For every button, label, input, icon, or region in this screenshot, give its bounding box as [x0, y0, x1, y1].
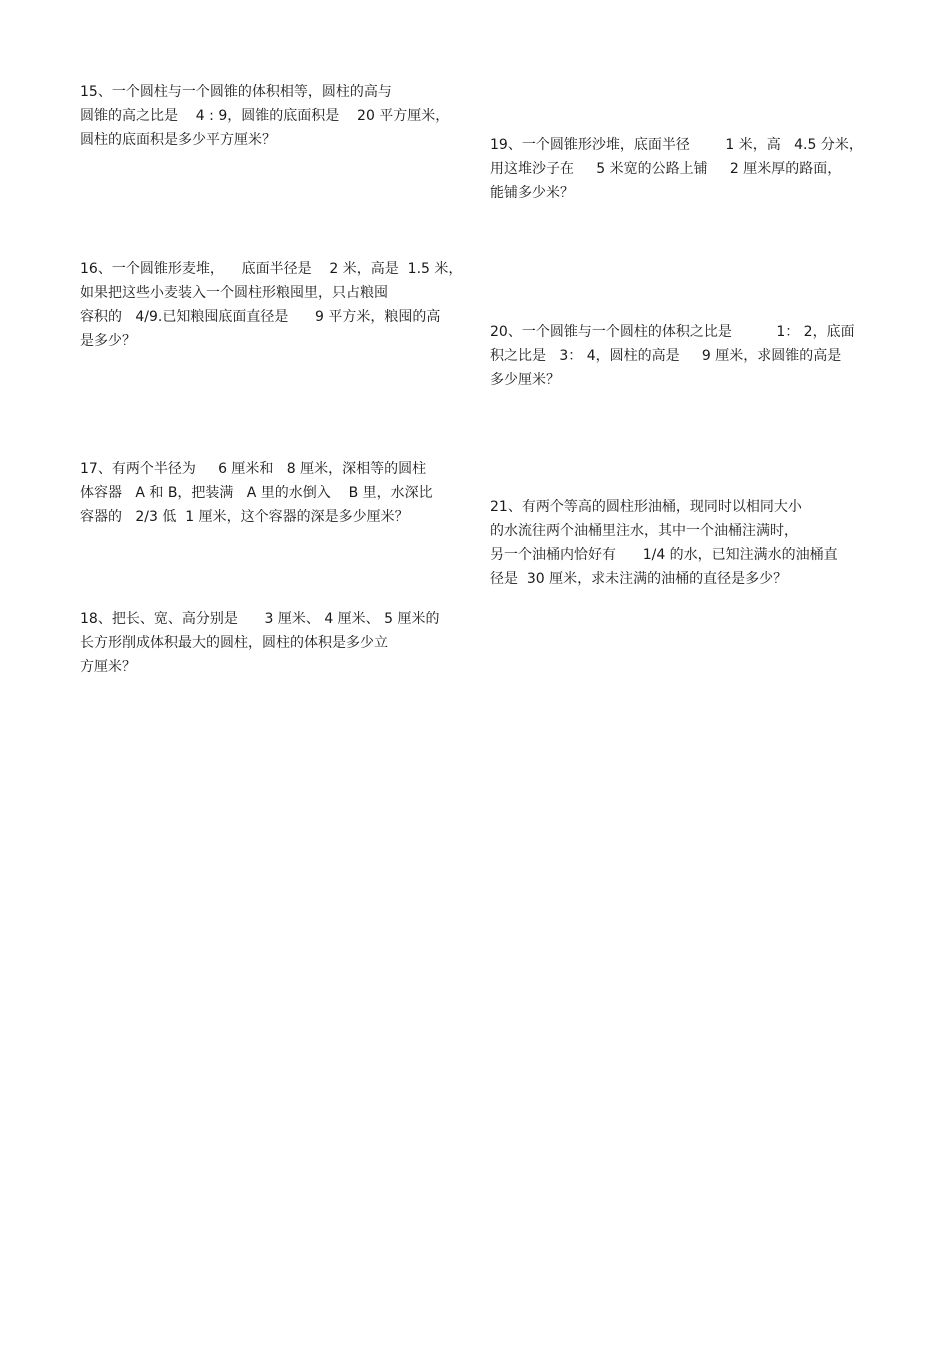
problem-line: 19、一个圆锥形沙堆，底面半径 1 米，高 4.5 分米， — [490, 137, 863, 153]
problem-line: 积之比是 3： 4，圆柱的高是 9 厘米，求圆锥的高是 — [490, 348, 842, 364]
problem-16 — [80, 257, 462, 353]
problem-line: 圆柱的底面积是多少平方厘米？ — [80, 132, 276, 148]
problem-18 — [80, 607, 440, 679]
problem-line: 16、一个圆锥形麦堆， 底面半径是 2 米，高是 1.5 米， — [80, 261, 463, 277]
problem-line: 18、把长、宽、高分别是 3 厘米、 4 厘米、 5 厘米的 — [80, 611, 440, 627]
problem-line: 如果把这些小麦装入一个圆柱形粮囤里，只占粮囤 — [80, 285, 388, 301]
problem-line: 17、有两个半径为 6 厘米和 8 厘米，深相等的圆柱 — [80, 461, 427, 477]
problem-line: 用这堆沙子在 5 米宽的公路上铺 2 厘米厚的路面， — [490, 161, 842, 177]
problem-line: 容器的 2/3 低 1 厘米，这个容器的深是多少厘米？ — [80, 509, 409, 525]
problem-17 — [80, 457, 433, 529]
problem-line: 多少厘米？ — [490, 372, 560, 388]
problem-21 — [490, 495, 838, 591]
problem-20 — [490, 320, 855, 392]
problem-line: 15、一个圆柱与一个圆锥的体积相等，圆柱的高与 — [80, 84, 392, 100]
problem-line: 能铺多少米？ — [490, 185, 574, 201]
problem-line: 21、有两个等高的圆柱形油桶，现同时以相同大小 — [490, 499, 802, 515]
problem-line: 是多少？ — [80, 333, 136, 349]
problem-line: 方厘米？ — [80, 659, 136, 675]
problem-line: 的水流往两个油桶里注水，其中一个油桶注满时， — [490, 523, 798, 539]
problem-line: 圆锥的高之比是 4 : 9，圆锥的底面积是 20 平方厘米， — [80, 108, 450, 124]
problem-line: 20、一个圆锥与一个圆柱的体积之比是 1： 2，底面 — [490, 324, 855, 340]
problem-line: 另一个油桶内恰好有 1/4 的水，已知注满水的油桶直 — [490, 547, 838, 563]
problem-line: 径是 30 厘米，求未注满的油桶的直径是多少？ — [490, 571, 788, 587]
problem-19 — [490, 133, 863, 205]
problem-line: 容积的 4/9.已知粮囤底面直径是 9 平方米，粮囤的高 — [80, 309, 441, 325]
problem-line: 长方形削成体积最大的圆柱，圆柱的体积是多少立 — [80, 635, 388, 651]
problem-15 — [80, 80, 449, 152]
problem-line: 体容器 A 和 B，把装满 A 里的水倒入 B 里，水深比 — [80, 485, 433, 501]
